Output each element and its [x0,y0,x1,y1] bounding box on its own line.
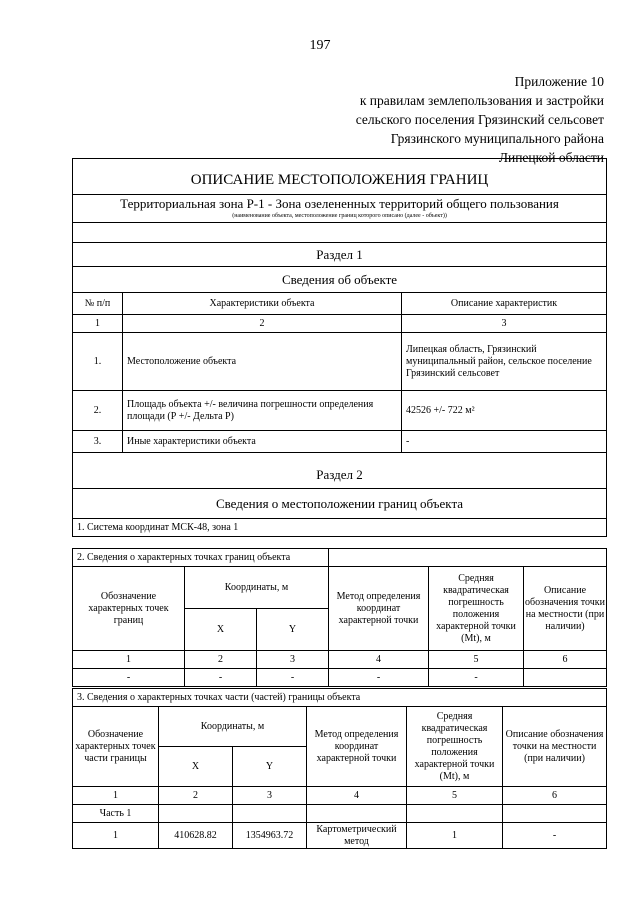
zone-name: Территориальная зона Р-1 - Зона озелененных территорий общего пользования [73,195,607,213]
appendix-line5: Липецкой области [498,150,604,165]
table-row [73,431,607,453]
row-characteristic: Местоположение объекта [123,333,402,391]
cell-error: - [429,669,524,687]
header-y: Y [257,609,329,651]
appendix-line1: Приложение 10 [514,74,604,89]
header-error: Средняя квадратическая погрешность положения характерной точки (Mt), м [407,707,503,787]
row-value: 42526 +/- 722 м² [402,391,607,431]
col-header-characteristic: Характеристики объекта [123,293,402,315]
col-number: 6 [524,651,607,669]
header-method: Метод определения координат характерной точки [329,567,429,651]
header-designation: Обозначение характерных точек части границы [73,707,159,787]
col-number: 1 [73,787,159,805]
row-value: - [402,431,607,453]
col-number: 2 [185,651,257,669]
row-value: Липецкая область, Грязинский муниципальный район, сельское поселение Грязинский сельсовет [402,333,607,391]
cell-method: - [329,669,429,687]
col-header-description: Описание характеристик [402,293,607,315]
header-method: Метод определения координат характерной точки [307,707,407,787]
row-characteristic: Иные характеристики объекта [123,431,402,453]
cell-designation: 1 [73,823,159,849]
col-number: 6 [503,787,607,805]
table-row [73,391,607,431]
col-number: 3 [402,315,607,333]
cell-x: 410628.82 [159,823,233,849]
appendix-line4: Грязинского муниципального района [390,131,604,146]
header-coordinates: Координаты, м [159,707,307,747]
header-coordinates: Координаты, м [185,567,329,609]
header-description: Описание обозначения точки на местности (при наличии) [524,567,607,651]
cell-designation: - [73,669,185,687]
col-number: 2 [123,315,402,333]
cell-y: 1354963.72 [233,823,307,849]
description-table [72,158,607,537]
header-y: Y [233,747,307,787]
col-header-num: № п/п [73,293,123,315]
cell-description: - [503,823,607,849]
row-characteristic: Площадь объекта +/- величина погрешности определения площади (Р +/- Дельта Р) [123,391,402,431]
header-error: Средняя квадратическая погрешность положения характерной точки (Mt), м [429,567,524,651]
section1-title: Раздел 1 [73,243,607,267]
cell-description [524,669,607,687]
zone-note: (наименование объекта, местоположение границ которого описано (далее - объект)) [73,213,607,223]
row-number: 1. [73,333,123,391]
appendix-line3: сельского поселения Грязинский сельсовет [355,112,604,127]
header-x: X [159,747,233,787]
cell-method: Картометрический метод [307,823,407,849]
col-number: 1 [73,651,185,669]
col-number: 3 [233,787,307,805]
coordinate-system: 1. Система координат МСК-48, зона 1 [73,519,607,537]
section2-title: Раздел 2 [73,453,607,489]
section1-subtitle: Сведения об объекте [73,267,607,293]
table-row [73,823,607,849]
row-number: 3. [73,431,123,453]
cell-x: - [185,669,257,687]
boundary-points-table [72,548,607,687]
cell-error: 1 [407,823,503,849]
appendix-line2: к правилам землепользования и застройки [359,93,604,108]
appendix-header [356,72,604,167]
header-description: Описание обозначения точки на местности (при наличии) [503,707,607,787]
col-number: 2 [159,787,233,805]
col-number: 4 [329,651,429,669]
col-number: 5 [429,651,524,669]
col-number: 4 [307,787,407,805]
header-designation: Обозначение характерных точек границ [73,567,185,651]
section2-subtitle: Сведения о местоположении границ объекта [73,489,607,519]
col-number: 3 [257,651,329,669]
page-number: 197 [309,38,331,53]
part-points-title: 3. Сведения о характерных точках части (частей) границы объекта [73,689,607,707]
row-number: 2. [73,391,123,431]
boundary-points-title: 2. Сведения о характерных точках границ объекта [73,549,329,567]
document-title: ОПИСАНИЕ МЕСТОПОЛОЖЕНИЯ ГРАНИЦ [73,159,607,195]
header-x: X [185,609,257,651]
table-row [73,333,607,391]
cell-y: - [257,669,329,687]
col-number: 1 [73,315,123,333]
part-points-table [72,688,607,849]
col-number: 5 [407,787,503,805]
table-row [73,669,607,687]
part-label: Часть 1 [73,805,159,823]
